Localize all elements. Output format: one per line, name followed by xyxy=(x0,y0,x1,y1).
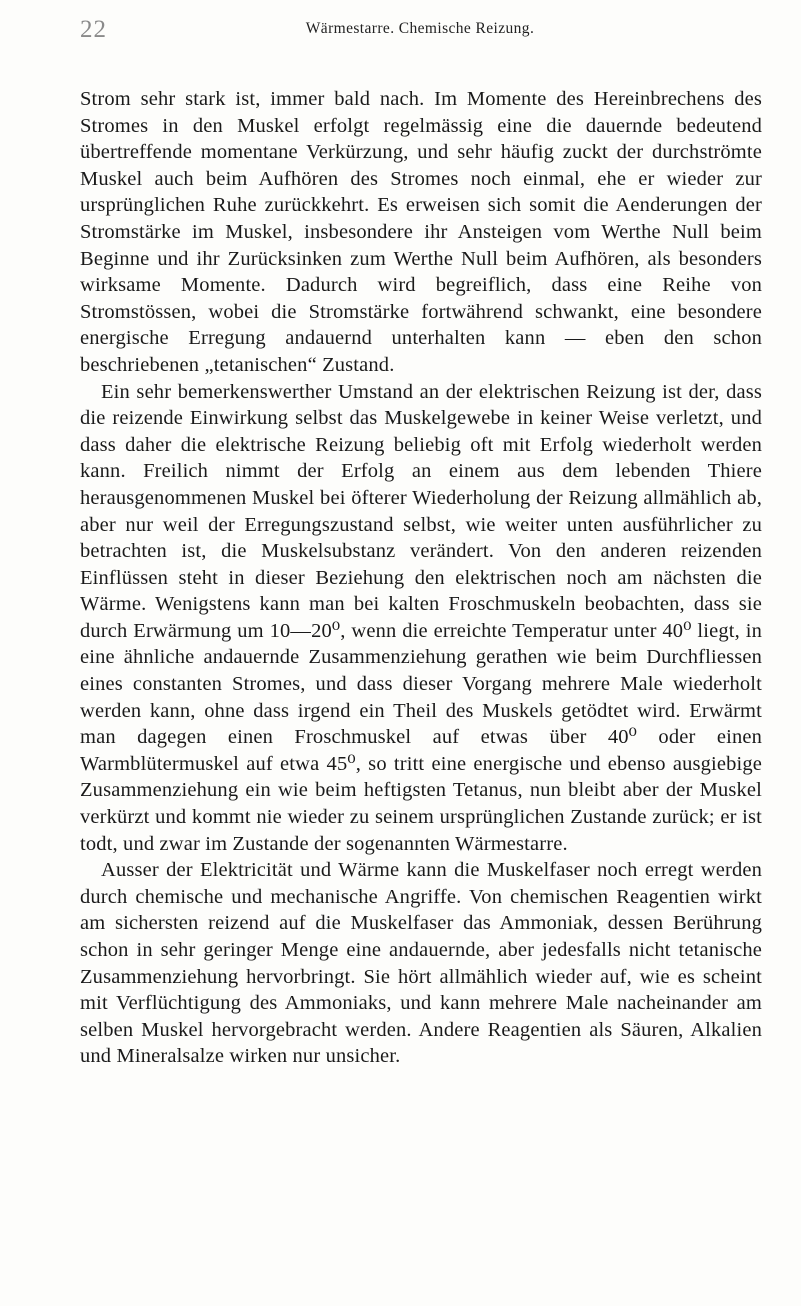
paragraph: Ausser der Elektricität und Wärme kann die Muskelfaser noch erregt werden durch chemische und mechanische Angriffe. Von chemischen Reagentien wirkt am sichersten reizend auf die Muskelfaser das Ammoniak, dessen Berührung schon in sehr geringer Menge eine andauernde, aber jedesfalls nicht tetanische Zusammenziehung hervorbringt. Sie hört allmählich wieder auf, wie es scheint mit Verflüchtigung des Ammoniaks, und kann mehrere Male nacheinander am selben Muskel hervorgebracht werden. Andere Reagentien als Säuren, Alkalien und Mineralsalze wirken nur unsicher. xyxy=(80,859,762,1068)
body-text xyxy=(80,86,762,1070)
page-number: 22 xyxy=(80,16,107,43)
running-title: Wärmestarre. Chemische Reizung. xyxy=(305,20,535,37)
page-header xyxy=(80,14,760,44)
paragraph: Strom sehr stark ist, immer bald nach. Im Momente des Hereinbrechens des Stromes in den Muskel erfolgt regelmässig eine die dauernde bedeutend übertreffende momentane Verkürzung, und sehr häufig zuckt der durchströmte Muskel auch beim Aufhören des Stromes noch einmal, ehe er wieder zur ursprünglichen Ruhe zurückkehrt. Es erweisen sich somit die Aenderungen der Stromstärke im Muskel, insbesondere ihr Ansteigen vom Werthe Null beim Beginne und ihr Zurücksinken zum Werthe Null beim Aufhören, als besonders wirksame Momente. Dadurch wird begreiflich, dass eine Reihe von Stromstössen, wobei die Stromstärke fortwährend schwankt, eine besondere energische Erregung andauernd unterhalten kann — eben den schon beschriebenen „tetanischen“ Zustand. xyxy=(80,88,762,376)
paragraph: Ein sehr bemerkenswerther Umstand an der elektrischen Reizung ist der, dass die reizende Einwirkung selbst das Muskelgewebe in keiner Weise verletzt, und dass daher die elektrische Reizung beliebig oft mit Erfolg wiederholt werden kann. Freilich nimmt der Erfolg an einem aus dem lebenden Thiere herausgenommenen Muskel bei öfterer Wiederholung der Reizung allmählich ab, aber nur weil der Erregungszustand selbst, wie weiter unten ausführlicher zu betrachten ist, die Muskelsubstanz verändert. Von den anderen reizenden Einflüssen steht in dieser Beziehung den elektrischen noch am nächsten die Wärme. Wenigstens kann man bei kalten Froschmuskeln beobachten, dass sie durch Erwärmung um 10—20⁰, wenn die erreichte Temperatur unter 40⁰ liegt, in eine ähnliche andauernde Zusammenziehung gerathen wie beim Durchfliessen eines constanten Stromes, und dass dieser Vorgang mehrere Male wiederholt werden kann, ohne dass irgend ein Theil des Muskels getödtet wird. Erwärmt man dagegen einen Froschmuskel auf etwas über 40⁰ oder einen Warmblütermuskel auf etwa 45⁰, so tritt eine energische und ebenso ausgiebige Zusammenziehung ein wie beim heftigsten Tetanus, nun bleibt aber der Muskel verkürzt und kommt nie wieder zu seinem ursprünglichen Zustande zurück; er ist todt, und zwar im Zustande der sogenannten Wärmestarre. xyxy=(80,380,762,855)
